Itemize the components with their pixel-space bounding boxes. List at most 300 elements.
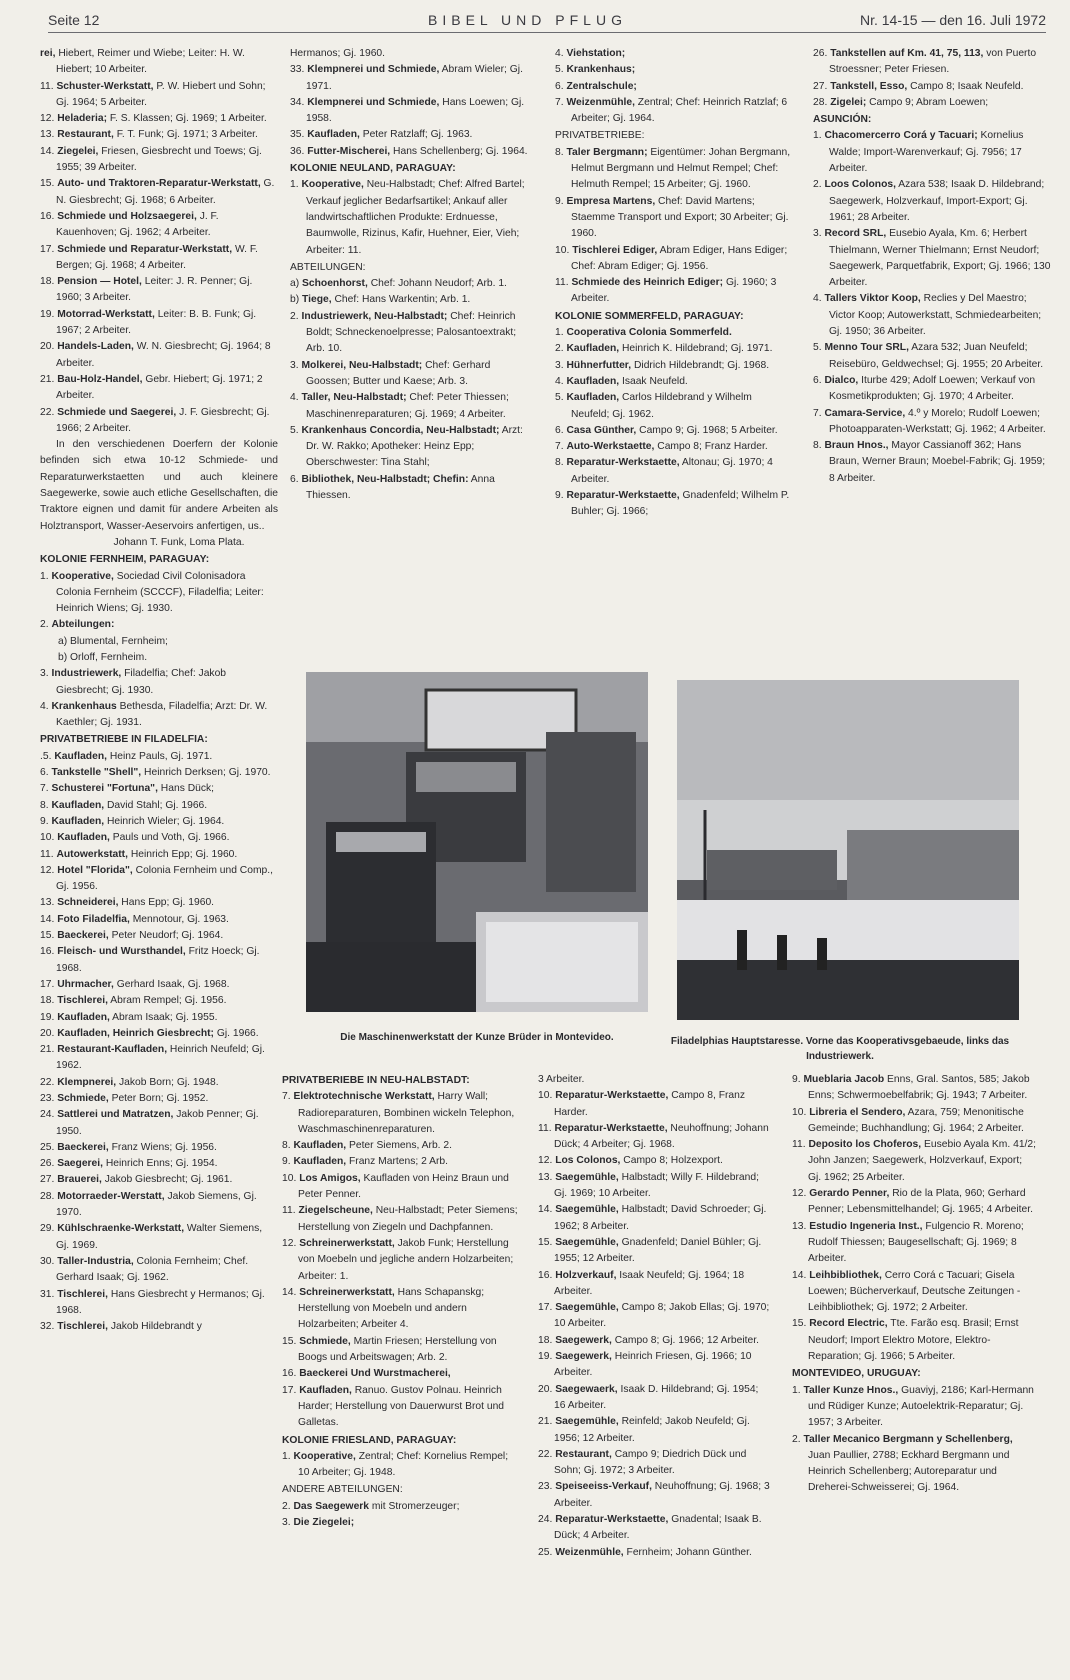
item-details: Gnadenfeld; Daniel Bühler; Gj. 1955; 12 Arbeiter. xyxy=(554,1236,762,1265)
item-number: 23. xyxy=(538,1481,553,1493)
item-number: 8. xyxy=(813,440,822,452)
list-item xyxy=(40,1172,278,1188)
item-name: Kooperative, xyxy=(51,570,114,582)
list-item xyxy=(555,423,791,439)
item-name: Klempnerei, xyxy=(57,1076,117,1088)
item-number: 7. xyxy=(555,441,564,453)
item-number: 20. xyxy=(40,341,55,353)
column-6 xyxy=(538,1072,772,1561)
item-number: 24. xyxy=(538,1514,553,1526)
item-name: Weizenmühle, xyxy=(555,1546,624,1558)
list-item xyxy=(40,405,278,438)
item-details: Heinrich K. Hildebrand; Gj. 1971. xyxy=(619,343,773,355)
item-name: Saegemühle, xyxy=(555,1302,619,1314)
item-name: Reparatur-Werkstaette, xyxy=(555,1090,669,1102)
item-name: Kaufladen, xyxy=(566,375,620,387)
item-number: 15. xyxy=(538,1236,553,1248)
list-item xyxy=(555,62,791,78)
item-name: Bau-Holz-Handel, xyxy=(57,373,143,385)
item-details: Chef: Gerhard Goossen; Butter und Kaese; Arb. 3. xyxy=(306,359,491,387)
item-number: 5. xyxy=(290,424,299,436)
item-name: Industriewerk, xyxy=(51,668,122,680)
item-details: Campo 8, Franz Harder. xyxy=(554,1090,746,1118)
item-name: Zigelei; xyxy=(830,96,867,108)
list-item xyxy=(282,1499,520,1515)
item-name: Kühlschraenke-Werkstatt, xyxy=(57,1223,185,1235)
section-heading: PRIVATBERIEBE IN NEU-HALBSTADT: xyxy=(282,1075,470,1086)
item-name: Ziegelei, xyxy=(57,145,99,157)
item-details: Tte. Farão esq. Brasil; Ernst Neudorf; Import Elektro Motore, Elektro-Reparation; Gj. 1966; 5 Arbeiter. xyxy=(808,1318,1019,1363)
list-item xyxy=(290,423,528,472)
list-item xyxy=(813,406,1051,439)
list-item xyxy=(555,455,791,488)
item-number: 19. xyxy=(538,1351,553,1363)
item-number: 8. xyxy=(40,799,49,811)
list-item xyxy=(538,1333,772,1349)
item-number: 27. xyxy=(40,1174,55,1186)
item-number: 7. xyxy=(555,96,564,108)
item-name: Record Electric, xyxy=(809,1318,888,1330)
section-heading: KOLONIE NEULAND, PARAGUAY: xyxy=(290,163,456,175)
list-item xyxy=(555,358,791,374)
item-details: Juan Paullier, 2788; Eckhard Bergmann und Heinrich Schellenberg; Autoreparatur und Dreherei-Schweisserei; Gj. 1964. xyxy=(808,1449,1010,1494)
list-item xyxy=(282,1154,520,1170)
section-heading: ANDERE ABTEILUNGEN: xyxy=(282,1484,403,1496)
item-number: 9. xyxy=(555,490,564,502)
list-item xyxy=(282,1334,520,1367)
list-item xyxy=(40,1221,278,1254)
item-name: Camara-Service, xyxy=(824,407,906,419)
item-name: Taller Mecanico Bergmann y Schellenberg, xyxy=(803,1433,1013,1445)
list-item xyxy=(40,46,278,79)
column-4 xyxy=(813,46,1051,487)
item-details: mit Stromerzeuger; xyxy=(369,1500,460,1512)
item-name: Bibliothek, Neu-Halbstadt; Chefin: xyxy=(301,473,469,485)
list-item xyxy=(290,144,528,160)
item-number: b) xyxy=(290,294,300,306)
item-details: Rio de la Plata, 960; Gerhard Penner; Lebensmittelhandel; Gj. 1965; 4 Arbeiter. xyxy=(808,1188,1033,1216)
list-item xyxy=(538,1088,772,1121)
item-number: 5. xyxy=(555,392,564,404)
item-number: 14. xyxy=(40,145,55,157)
item-number: 8. xyxy=(282,1140,291,1152)
item-number: 15. xyxy=(792,1318,807,1330)
list-item xyxy=(282,1449,520,1482)
item-details: Harry Wall; Radioreparaturen, Bombinen wickeln Telephon, Waschmaschinenreparaturen. xyxy=(298,1091,515,1135)
item-name: Motorrad-Werkstatt, xyxy=(57,308,155,320)
item-details: Heinrich Wieler; Gj. 1964. xyxy=(104,815,225,827)
item-details: Heinrich Epp; Gj. 1960. xyxy=(127,848,238,860)
list-item xyxy=(538,1545,772,1561)
photo-caption-right: Filadelphias Hauptstaresse. Vorne das Kooperativsgebaeude, links das Industriewerk. xyxy=(670,1036,1010,1062)
item-number: 11. xyxy=(40,848,54,860)
item-name: Kaufladen, xyxy=(566,343,620,355)
item-details: P. W. Hiebert und Sohn; Gj. 1964; 5 Arbeiter. xyxy=(56,80,266,108)
item-number: 1. xyxy=(813,130,822,142)
list-item xyxy=(40,830,278,846)
item-details: Ranuo. Gustov Polnau. Heinrich Harder; Herstellung von Dauerwurst Brot und Galletas. xyxy=(298,1384,505,1429)
item-name: Dialco, xyxy=(824,374,859,386)
list-item xyxy=(813,340,1051,373)
item-name: Taler Bergmann; xyxy=(566,146,648,158)
item-name: Reparatur-Werkstaette, xyxy=(566,457,680,469)
list-item xyxy=(282,1236,520,1285)
item-number: 14. xyxy=(538,1204,553,1216)
item-details: Azara 538; Isaak D. Hildebrand; Saegewerk, Holzverkauf, Import-Export; Gj. 1961; 28 Arbeiter. xyxy=(829,179,1045,223)
item-details: Neu-Halbstadt; Chef: Alfred Bartel; Verkauf jeglicher Bedarfsartikel; Ankauf aller landwirtschaftlichen Produkte: Erdnuesse, Baumwolle, Rizinus, Kafir, Huehner, Eier, Vieh; Arbeiter: 11. xyxy=(306,179,525,256)
item-details: Chef: David Martens; Staemme Transport und Export; 30 Arbeiter; Gj. 1960. xyxy=(571,195,789,240)
item-name: Casa Günther, xyxy=(566,424,637,436)
item-details: Heinrich Friesen, Gj. 1966; 10 Arbeiter. xyxy=(554,1351,752,1379)
list-item xyxy=(792,1105,1036,1138)
item-name: Kaufladen, xyxy=(51,815,105,827)
item-number: 18. xyxy=(40,276,55,288)
item-details: Peter Born; Gj. 1952. xyxy=(108,1093,209,1104)
machine-workshop-image xyxy=(306,672,648,1012)
item-number: 14. xyxy=(792,1269,807,1281)
item-number: 1. xyxy=(792,1384,801,1396)
item-number: 6. xyxy=(290,473,299,485)
list-item xyxy=(290,292,528,308)
item-name: Hühnerfutter, xyxy=(566,359,632,371)
item-number: 6. xyxy=(555,80,564,92)
sub-item: b) Orloff, Fernheim. xyxy=(58,651,148,663)
item-name: Los Amigos, xyxy=(299,1172,361,1184)
item-details: Neuhoffnung; Johann Dück; 4 Arbeiter; Gj. 1968. xyxy=(554,1122,769,1151)
item-details: Chef: Peter Thiessen; Maschinenreparaturen; Gj. 1969; 4 Arbeiter. xyxy=(306,392,509,420)
item-number: 16. xyxy=(40,946,55,958)
list-item xyxy=(538,1300,772,1333)
item-number: 26. xyxy=(813,48,828,59)
item-number: 32. xyxy=(40,1321,55,1333)
item-number: 21. xyxy=(40,1044,55,1056)
item-name: Schusterei "Fortuna", xyxy=(51,783,158,795)
item-details: Hans Loewen; Gj. 1958. xyxy=(306,96,525,125)
list-item xyxy=(40,765,278,781)
list-item xyxy=(40,274,278,307)
item-details: Hans Dück; xyxy=(157,783,215,795)
list-item xyxy=(813,291,1051,340)
item-name: Libreria el Sendero, xyxy=(809,1106,906,1118)
item-number: 29. xyxy=(40,1223,55,1235)
item-number: 2. xyxy=(282,1500,291,1512)
list-item xyxy=(813,128,1051,177)
item-name: Futter-Mischerei, xyxy=(307,145,391,157)
item-name: Kaufladen, xyxy=(299,1384,352,1396)
item-details: Fernheim; Johann Günther. xyxy=(623,1546,752,1558)
column-7 xyxy=(792,1072,1036,1497)
item-details: Kaufladen von Heinz Braun und Peter Penner. xyxy=(298,1172,509,1201)
item-number: 12. xyxy=(282,1237,297,1249)
list-item xyxy=(792,1383,1036,1432)
list-item xyxy=(555,325,791,341)
item-details: Franz Martens; 2 Arb. xyxy=(346,1156,448,1168)
item-details: Fritz Hoeck; Gj. 1968. xyxy=(56,946,260,974)
item-name: Baeckerei, xyxy=(57,1141,109,1153)
list-item xyxy=(555,374,791,390)
column-5 xyxy=(282,1072,520,1531)
item-details: Reinfeld; Jakob Neufeld; Gj. 1956; 12 Arbeiter. xyxy=(554,1416,750,1444)
item-name: Krankenhaus Concordia, Neu-Halbstadt; xyxy=(301,424,500,436)
section-heading: PRIVATBETRIEBE IN FILADELFIA: xyxy=(40,734,208,746)
item-details: Campo 9; Abram Loewen; xyxy=(866,96,989,108)
item-number: 1. xyxy=(290,179,299,191)
item-name: Baeckerei Und Wurstmacherei, xyxy=(299,1368,451,1380)
item-name: Brauerei, xyxy=(57,1174,102,1186)
list-item xyxy=(290,358,528,391)
item-details: Enns, Gral. Santos, 585; Jakob Enns; Schwermoebelfabrik; Gj. 1943; 7 Arbeiter. xyxy=(808,1074,1030,1102)
item-details: Colonia Fernheim und Comp., Gj. 1956. xyxy=(56,864,273,893)
item-name: Autowerkstatt, xyxy=(56,848,128,860)
item-details: Jakob Born; Gj. 1948. xyxy=(116,1076,219,1088)
item-details: Campo 9; Gj. 1968; 5 Arbeiter. xyxy=(636,424,778,436)
item-name: Saegemühle, xyxy=(555,1236,619,1248)
item-details: Azara 532; Juan Neufeld; Reisebüro, Geldwechsel; Gj. 1955; 20 Arbeiter. xyxy=(829,342,1044,370)
item-details: J. F. Kauenhoven; Gj. 1962; 4 Arbeiter. xyxy=(56,210,219,239)
item-details: Zentral; Chef: Kornelius Rempel; 10 Arbeiter; Gj. 1948. xyxy=(298,1450,509,1479)
item-details: Neu-Halbstadt; Peter Siemens; Herstellung von Ziegeln und Dachpfannen. xyxy=(298,1205,518,1233)
item-details: Gnadental; Isaak B. Dück; 4 Arbeiter. xyxy=(554,1514,762,1542)
item-number: 1. xyxy=(555,327,564,339)
item-details: Peter Ratzlaff; Gj. 1963. xyxy=(359,129,473,141)
item-details: F. S. Klassen; Gj. 1969; 1 Arbeiter. xyxy=(107,113,267,125)
item-name: Reparatur-Werkstaette, xyxy=(554,1122,668,1134)
list-item xyxy=(555,145,791,194)
item-number: 12. xyxy=(40,113,55,125)
item-name: Saegemühle, xyxy=(555,1416,619,1428)
item-details: G. N. Giesbrecht; Gj. 1968; 6 Arbeiter. xyxy=(56,178,275,206)
item-number: 22. xyxy=(40,406,55,418)
list-item xyxy=(40,1156,278,1172)
item-name: Restaurant, xyxy=(555,1448,612,1460)
section-heading: MONTEVIDEO, URUGUAY: xyxy=(792,1368,921,1380)
item-name: Estudio Ingeneria Inst., xyxy=(809,1220,923,1232)
item-number: 4. xyxy=(290,392,299,404)
item-details: Guaviyj, 2186; Karl-Hermann und Rüdiger Kunze; Autoelektrik-Reparatur; Gj. 1957; 3 Arbeiter. xyxy=(808,1384,1034,1429)
item-name: Tischlerei, xyxy=(57,995,108,1007)
list-item xyxy=(813,95,1051,111)
item-name: Saegewerk, xyxy=(555,1351,612,1363)
item-details: Anna Thiessen. xyxy=(306,473,495,502)
item-number: 7. xyxy=(813,407,822,419)
item-number: 5. xyxy=(813,342,822,354)
item-details: Jakob Funk; Herstellung von Moebeln und jegliche andern Holzarbeiten; Arbeiter: 1. xyxy=(298,1237,514,1282)
item-name: Tischlerei Ediger, xyxy=(572,244,658,256)
list-item xyxy=(813,373,1051,406)
item-number: 17. xyxy=(282,1384,297,1396)
item-name: Foto Filadelfia, xyxy=(57,913,130,925)
item-number: 11. xyxy=(538,1122,552,1134)
item-number: 22. xyxy=(40,1076,55,1088)
item-number: a) xyxy=(290,278,300,290)
list-item xyxy=(40,1287,278,1320)
machine-workshop-photo xyxy=(306,672,648,1012)
item-name: Schmiede und Saegerei, xyxy=(57,406,177,418)
item-name: Handels-Laden, xyxy=(57,341,134,353)
item-number: 28. xyxy=(813,96,828,108)
item-name: Industriewerk, Neu-Halbstadt; xyxy=(301,310,448,322)
page-number: Seite 12 xyxy=(48,12,100,28)
list-item xyxy=(40,209,278,242)
item-details: Campo 8; Franz Harder. xyxy=(654,441,768,453)
item-name: Kaufladen, xyxy=(307,129,360,141)
item-name: Holzverkauf, xyxy=(555,1269,617,1281)
item-name: Saegemühle, xyxy=(555,1204,619,1216)
item-details: Colonia Fernheim; Chef. Gerhard Isaak; Gj. 1962. xyxy=(56,1255,249,1284)
item-name: Schneiderei, xyxy=(57,897,119,909)
item-number: 10. xyxy=(282,1172,297,1184)
item-details: Chef: Heinrich Boldt; Schneckenoelpresse; Palosantoextrakt; Arb. 10. xyxy=(306,310,517,355)
list-item xyxy=(40,127,278,143)
list-item xyxy=(40,1075,278,1091)
street-image xyxy=(677,680,1019,1020)
item-details: Heinrich Derksen; Gj. 1970. xyxy=(141,767,271,779)
item-number: 3. xyxy=(555,359,564,371)
item-name: Elektrotechnische Werkstatt, xyxy=(293,1091,435,1103)
item-details: Azara, 759; Menonitische Gemeinde; Buchhandlung; Gj. 1964; 2 Arbeiter. xyxy=(808,1106,1024,1134)
item-number: 17. xyxy=(40,978,55,990)
list-item xyxy=(538,1153,772,1169)
item-number: 27. xyxy=(813,80,828,92)
item-number: 1. xyxy=(282,1450,291,1462)
list-item xyxy=(40,79,278,112)
item-number: 2. xyxy=(813,179,822,191)
item-number: 1. xyxy=(40,570,49,582)
list-item xyxy=(40,749,278,765)
item-details: Fulgencio R. Moreno; Rudolf Thiessen; Baugesellschaft; Gj. 1969; 8 Arbeiter. xyxy=(808,1220,1024,1265)
item-number: 10. xyxy=(538,1090,553,1102)
item-number: 10. xyxy=(40,832,55,844)
item-details: Eusebio Ayala Km. 41/2; John Janzen; Saegewerk, Holzverkauf, Export; Gj. 1962; 25 Arbeiter. xyxy=(808,1139,1037,1183)
item-details: Hermanos; Gj. 1960. xyxy=(290,48,386,59)
list-item xyxy=(282,1285,520,1334)
item-details: Didrich Hildebrandt; Gj. 1968. xyxy=(631,359,770,371)
item-number: 10. xyxy=(555,244,570,256)
list-item xyxy=(40,176,278,209)
item-name: Krankenhaus; xyxy=(566,64,636,76)
item-details: Hans Schellenberg; Gj. 1964. xyxy=(390,145,528,157)
item-name: Taller Kunze Hnos., xyxy=(803,1384,899,1396)
item-number: 8. xyxy=(555,457,564,469)
item-number: 15. xyxy=(40,178,55,190)
item-name: Record SRL, xyxy=(824,228,887,240)
item-number: 11. xyxy=(555,277,569,289)
item-number: 4. xyxy=(555,375,564,387)
item-number: 16. xyxy=(282,1368,297,1380)
list-item xyxy=(555,439,791,455)
item-details: Eusebio Ayala, Km. 6; Herbert Thielmann, Werner Thielmann; Ernst Neudorf; Saegewerk, Parquetfabrik, Export; Gj. 1966; 130 Arbeiter. xyxy=(829,228,1051,289)
column-1 xyxy=(40,46,278,1335)
list-item xyxy=(813,46,1051,79)
item-number: 10. xyxy=(792,1106,807,1118)
item-number: 12. xyxy=(792,1188,807,1200)
item-name: Schmiede, xyxy=(299,1335,351,1347)
item-name: Molkerei, Neu-Halbstadt; xyxy=(301,359,423,371)
item-number: 16. xyxy=(538,1269,553,1281)
section-heading: ASUNCIÓN: xyxy=(813,114,872,126)
list-item xyxy=(555,243,791,276)
list-item xyxy=(40,699,278,732)
list-item xyxy=(538,1382,772,1415)
item-name: Abteilungen: xyxy=(51,619,115,631)
item-name: Saegewerk, xyxy=(555,1334,612,1346)
list-item xyxy=(792,1186,1036,1219)
item-details: F. T. Funk; Gj. 1971; 3 Arbeiter. xyxy=(113,129,258,141)
item-details: Peter Siemens, Arb. 2. xyxy=(346,1140,452,1152)
item-name: Sattlerei und Matratzen, xyxy=(57,1109,174,1121)
item-number: 17. xyxy=(538,1302,553,1314)
list-item xyxy=(40,1319,278,1335)
item-number: 22. xyxy=(538,1448,553,1460)
item-details: Mennotour, Gj. 1963. xyxy=(129,913,229,925)
item-number: 6. xyxy=(813,374,822,386)
item-number: 13. xyxy=(792,1220,807,1232)
list-item xyxy=(40,993,278,1009)
header-rule xyxy=(48,32,1046,33)
item-number: 13. xyxy=(538,1171,553,1183)
item-number: 36. xyxy=(290,145,305,157)
item-number: 19. xyxy=(40,1011,55,1023)
item-details: Zentral; Chef: Heinrich Ratzlaf; 6 Arbeiter; Gj. 1964. xyxy=(571,96,788,125)
item-details: Carlos Hildebrand y Wilhelm Neufeld; Gj. 1962. xyxy=(571,392,752,420)
section-heading: KOLONIE FERNHEIM, PARAGUAY: xyxy=(40,554,210,566)
item-details: Hiebert, Reimer und Wiebe; Leiter: H. W. Hiebert; 10 Arbeiter. xyxy=(55,48,245,76)
item-number: 21. xyxy=(538,1416,553,1428)
item-name: Empresa Martens, xyxy=(566,195,656,207)
item-details: Halbstadt; David Schroeder; Gj. 1962; 8 Arbeiter. xyxy=(554,1204,767,1232)
item-number: 13. xyxy=(40,897,55,909)
section-heading: KOLONIE FRIESLAND, PARAGUAY: xyxy=(282,1434,457,1446)
signature: Johann T. Funk, Loma Plata. xyxy=(113,536,245,548)
item-name: Schmiede und Reparatur-Werkstatt, xyxy=(57,243,233,255)
item-name: Kaufladen, xyxy=(57,832,110,844)
item-number: 3. xyxy=(40,668,49,680)
item-number: 21. xyxy=(40,373,55,385)
list-item xyxy=(555,390,791,423)
list-item xyxy=(555,341,791,357)
list-item xyxy=(792,1316,1036,1365)
item-name: Kaufladen, xyxy=(293,1140,347,1152)
issue-date: Nr. 14-15 — den 16. Juli 1972 xyxy=(859,12,1046,28)
list-item xyxy=(40,617,278,633)
item-number: 6. xyxy=(40,767,49,779)
item-number: 15. xyxy=(40,930,55,942)
item-name: Baeckerei, xyxy=(57,930,109,942)
list-item xyxy=(538,1447,772,1480)
item-details: Chef: Johann Neudorf; Arb. 1. xyxy=(367,278,507,290)
list-item xyxy=(538,1512,772,1545)
item-details: Campo 9; Diedrich Dück und Sohn; Gj. 1972; 3 Arbeiter. xyxy=(554,1448,747,1477)
item-number: 14. xyxy=(40,913,55,925)
list-item xyxy=(290,276,528,292)
item-details: Campo 8; Jakob Ellas; Gj. 1970; 10 Arbeiter. xyxy=(554,1302,770,1330)
item-number: 3. xyxy=(813,228,822,240)
item-name: Reparatur-Werkstaette, xyxy=(555,1514,669,1526)
item-name: Tankstellen auf Km. 41, 75, 113, xyxy=(830,48,984,59)
item-number: 13. xyxy=(40,129,55,141)
list-item xyxy=(282,1515,520,1531)
item-name: Mueblaria Jacob xyxy=(803,1074,885,1085)
item-name: Zentralschule; xyxy=(566,80,637,92)
list-item xyxy=(40,111,278,127)
list-item xyxy=(555,488,791,521)
item-name: Kaufladen, xyxy=(566,392,620,404)
item-name: Taller, Neu-Halbstadt; xyxy=(301,392,407,404)
item-details: Gebr. Hiebert; Gj. 1971; 2 Arbeiter. xyxy=(56,373,263,402)
list-item xyxy=(282,1089,520,1138)
item-number: 9. xyxy=(792,1074,801,1085)
list-item xyxy=(792,1072,1036,1105)
